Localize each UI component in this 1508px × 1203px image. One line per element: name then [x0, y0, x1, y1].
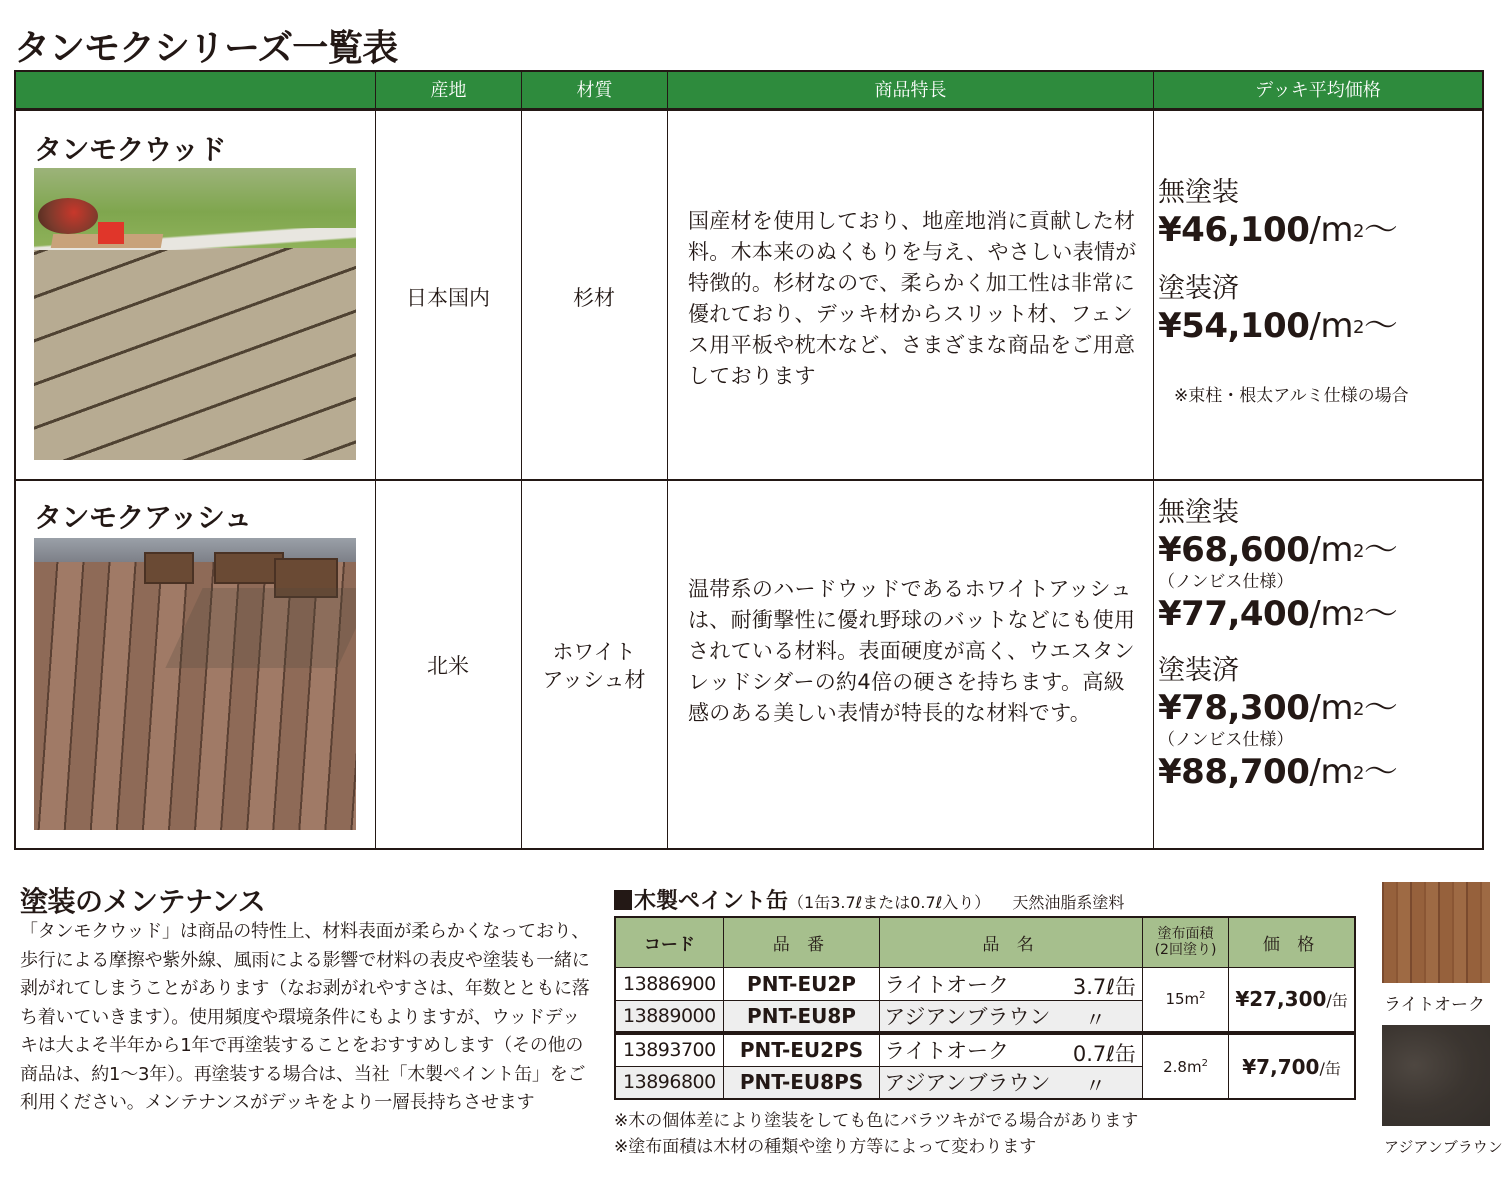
price-label-painted: 塗装済: [1158, 273, 1239, 304]
price-value-painted: [1158, 306, 1458, 346]
paint-name: ライトオーク: [884, 972, 1009, 997]
swatch-light-oak: [1382, 882, 1490, 983]
area-sup: 2: [1199, 990, 1206, 1002]
price-note: ※束柱・根太アルミ仕様の場合: [1174, 386, 1409, 406]
price-unit-sup: 2: [1352, 605, 1364, 626]
price-tilde: 〜: [1363, 530, 1398, 570]
price-sub-label: （ノンビス仕様）: [1158, 730, 1294, 750]
swatch-asian-brown: [1382, 1025, 1490, 1126]
price-sub-value: [1158, 594, 1458, 634]
paint-note: ※木の個体差により塗装をしても色にバラツキがでる場合があります: [614, 1111, 1139, 1131]
paint-title-main: 木製ペイント缶: [634, 889, 789, 914]
paint-title-note: （1缶3.7ℓまたは0.7ℓ入り）: [788, 893, 991, 912]
price-block-ash: [1158, 496, 1458, 792]
name-cell: [880, 1000, 1143, 1033]
price-tilde: 〜: [1363, 210, 1398, 250]
paint-notes: [614, 1108, 1138, 1160]
price-unit: /缶: [1319, 1058, 1341, 1078]
part-no-cell: PNT-EU2P: [723, 967, 879, 1000]
maintenance-title: 塗装のメンテナンス: [20, 885, 266, 918]
header-material: 材質: [521, 72, 667, 108]
header-name: 品 名: [880, 917, 1143, 967]
price-unit: /m: [1309, 752, 1353, 792]
price-unit: /m: [1309, 210, 1353, 250]
price-unit: /m: [1309, 530, 1353, 570]
header-features: 商品特長: [667, 72, 1153, 108]
material-ash: [521, 638, 667, 694]
price-amount: ¥88,700: [1158, 752, 1310, 792]
price-label-painted: 塗装済: [1158, 655, 1239, 686]
wooden-bench: [144, 552, 194, 584]
price-label-unpainted: 無塗装: [1158, 177, 1239, 208]
header-origin: 産地: [375, 72, 521, 108]
area-value: 15m: [1165, 990, 1200, 1009]
ash-deck-photo: [34, 538, 356, 830]
description-wood: 国産材を使用しており、地産地消に貢献した材料。木本来のぬくもりを与え、やさしい表情が特徴的。杉材なので、柔らかく加工性は非常に優れており、デッキ材からスリット材、フェンス用平板や枕木など、さまざまな商品をご用意しております: [688, 209, 1137, 388]
paint-name: ライトオーク: [884, 1039, 1009, 1064]
code-cell: 13896800: [615, 1066, 723, 1099]
table-row: [615, 967, 1355, 1000]
price-cell: [1229, 967, 1355, 1033]
price-amount: ¥54,100: [1158, 306, 1310, 346]
name-cell: [880, 967, 1143, 1000]
price-unit-sup: 2: [1352, 317, 1364, 338]
part-no-cell: PNT-EU8P: [723, 1000, 879, 1033]
header-product: [16, 72, 375, 108]
price-value-painted: [1158, 688, 1458, 728]
paint-note: ※塗布面積は木材の種類や塗り方等によって変わります: [614, 1137, 1037, 1157]
area-value: 2.8m: [1163, 1057, 1202, 1076]
square-bullet-icon: [614, 890, 632, 910]
price-amount: ¥46,100: [1158, 210, 1310, 250]
name-cell: [880, 1066, 1143, 1099]
price-value-unpainted: [1158, 530, 1458, 570]
name-cell: [880, 1033, 1143, 1066]
cushion: [38, 198, 98, 234]
ditto-mark: 〃: [1084, 1007, 1106, 1032]
code-cell: 13889000: [615, 1000, 723, 1033]
cup: [98, 222, 124, 244]
area-cell: [1142, 967, 1228, 1033]
price-label-unpainted: 無塗装: [1158, 497, 1239, 528]
product-name-ash: タンモクアッシュ: [34, 501, 252, 534]
price-cell: [1229, 1033, 1355, 1099]
paint-name: アジアンブラウン: [884, 1004, 1051, 1029]
price-unit: /m: [1309, 594, 1353, 634]
part-no-cell: PNT-EU2PS: [723, 1033, 879, 1066]
wood-deck-photo: [34, 168, 356, 460]
price-sub-value: [1158, 752, 1458, 792]
price-unit: /缶: [1326, 991, 1348, 1011]
price-tilde: 〜: [1363, 688, 1398, 728]
header-area-line2: (2回塗り): [1154, 942, 1217, 959]
price-block-wood: [1158, 176, 1458, 408]
paint-section-title: [614, 884, 1124, 915]
header-area: [1142, 917, 1228, 967]
price-sub-label: （ノンビス仕様）: [1158, 572, 1294, 592]
paint-size: 0.7ℓ缶: [1072, 1042, 1136, 1066]
row-divider: [16, 479, 1482, 481]
material-ash-line1: ホワイト: [552, 640, 636, 664]
header-price: デッキ平均価格: [1153, 72, 1482, 108]
price-unit-sup: 2: [1352, 699, 1364, 720]
area-sup: 2: [1201, 1057, 1208, 1069]
header-price: 価 格: [1229, 917, 1355, 967]
header-part-no: 品 番: [723, 917, 879, 967]
part-no-cell: PNT-EU8PS: [723, 1066, 879, 1099]
maintenance-body: 「タンモクウッド」は商品の特性上、材料表面が柔らかくなっており、歩行による摩擦や紫外線、風雨による影響で材料の表皮や塗装も一緒に剥がれてしまうことがあります（なお剥がれやすさは、年数とともに落ち着いていきます）。使用頻度や環境条件にもよりますが、ウッドデッキは大よそ半年から1年で再塗装することをおすすめします（その他の商品は、約1〜3年）。再塗装する場合は、当社「木製ペイント缶」をご利用ください。メンテナンスがデッキをより一層長持ちさせます: [20, 921, 590, 1113]
origin-ash: 北米: [427, 654, 469, 678]
shadow: [165, 588, 356, 668]
price-tilde: 〜: [1363, 594, 1398, 634]
price-amount: ¥68,600: [1158, 530, 1310, 570]
header-code: コード: [615, 917, 723, 967]
material-ash-line2: アッシュ材: [542, 668, 646, 692]
code-cell: 13893700: [615, 1033, 723, 1066]
price-amount: ¥78,300: [1158, 688, 1310, 728]
price-unit: /m: [1309, 688, 1353, 728]
header-area-line1: 塗布面積: [1157, 926, 1214, 943]
paint-size: 3.7ℓ缶: [1072, 974, 1136, 999]
price-tilde: 〜: [1363, 752, 1398, 792]
page-title: タンモクシリーズ一覧表: [14, 28, 398, 69]
price-unit-sup: 2: [1352, 763, 1364, 784]
swatch-label-asian-brown: アジアンブラウン: [1384, 1138, 1503, 1156]
area-cell: [1142, 1033, 1228, 1099]
price-unit-sup: 2: [1352, 541, 1364, 562]
price-value: ¥27,300: [1235, 987, 1327, 1012]
paint-name: アジアンブラウン: [884, 1071, 1051, 1096]
paint-table: [614, 916, 1356, 1100]
material-wood: 杉材: [573, 286, 615, 310]
code-cell: 13886900: [615, 967, 723, 1000]
table-header: [16, 72, 1482, 111]
origin-wood: 日本国内: [406, 286, 490, 310]
description-ash: 温帯系のハードウッドであるホワイトアッシュは、耐衝撃性に優れ野球のバットなどにも使用されている材料。表面硬度が高く、ウエスタンレッドシダーの約4倍の硬さを持ちます。高級感のある美しい表情が特長的な材料です。: [688, 577, 1136, 725]
price-value: ¥7,700: [1242, 1054, 1320, 1079]
price-unit: /m: [1309, 306, 1353, 346]
paint-kind: 天然油脂系塗料: [1012, 893, 1125, 912]
price-unit-sup: 2: [1352, 221, 1364, 242]
price-amount: ¥77,400: [1158, 594, 1310, 634]
price-tilde: 〜: [1363, 306, 1398, 346]
price-value-unpainted: [1158, 210, 1458, 250]
swatch-label-light-oak: ライトオーク: [1384, 995, 1485, 1015]
product-name-wood: タンモクウッド: [34, 133, 226, 166]
table-row: [615, 1033, 1355, 1066]
ditto-mark: 〃: [1084, 1073, 1106, 1098]
